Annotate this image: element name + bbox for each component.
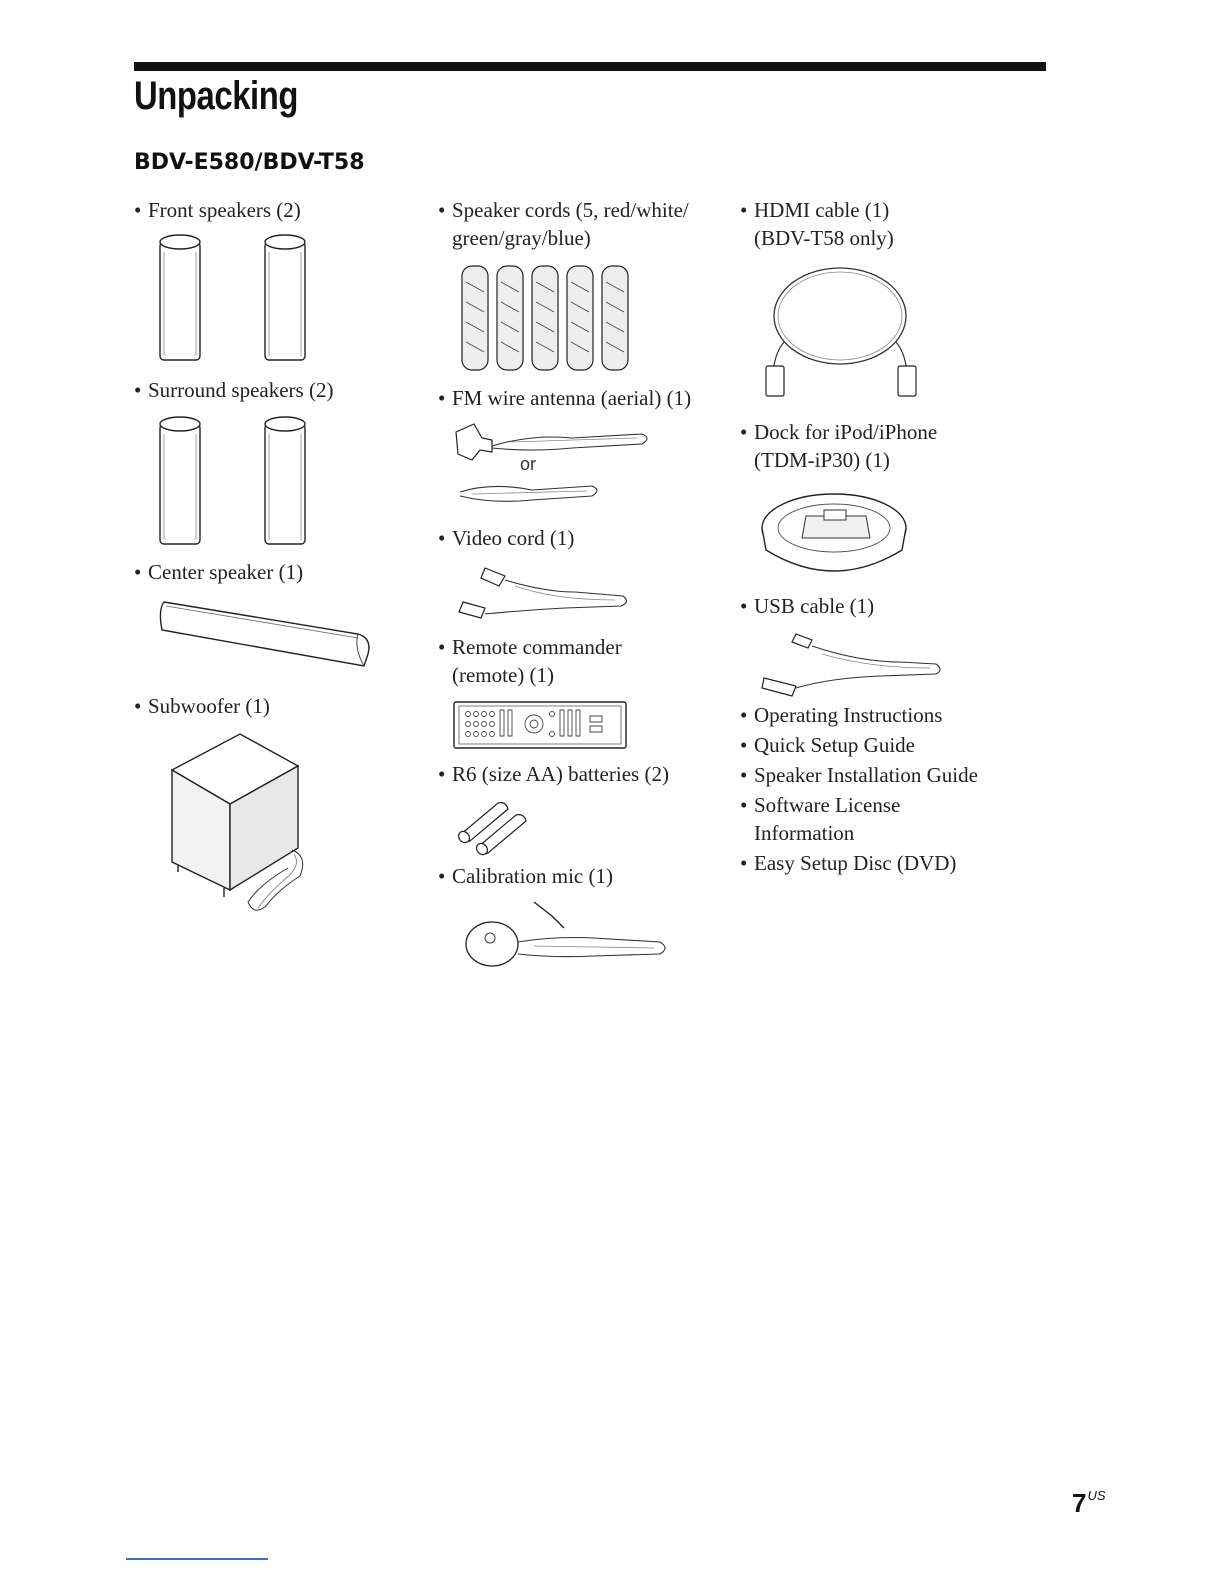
item-batteries: • R6 (size AA) batteries (2) (452, 760, 669, 788)
item-dock-line2: (TDM-iP30) (1) (754, 448, 890, 472)
front-speakers-illustration (155, 232, 315, 367)
item-easy-setup: • Easy Setup Disc (DVD) (754, 849, 956, 877)
usb-cable-illustration (760, 628, 950, 696)
item-speaker-install: • Speaker Installation Guide (754, 761, 978, 789)
item-operating-instructions: • Operating Instructions (754, 701, 942, 729)
item-remote-line1: • Remote commander (452, 633, 622, 661)
page-number: $7^{US}$ (1072, 1488, 1106, 1518)
item-front-speakers: • Front speakers (2) (148, 196, 301, 224)
video-cord-illustration (455, 562, 635, 624)
item-speaker-cords-line1: • Speaker cords (5, red/white/ (452, 196, 689, 224)
item-software-license-line1: • Software License (754, 791, 900, 819)
remote-illustration (452, 700, 630, 752)
page-title: Unpacking (134, 74, 298, 118)
subwoofer-illustration (168, 730, 318, 920)
fm-antenna-illustration (452, 420, 652, 510)
surround-speakers-illustration (155, 414, 315, 549)
item-hdmi-line1: • HDMI cable (1) (754, 196, 889, 224)
page-suffix: US (1087, 1488, 1106, 1503)
header-rule (134, 62, 1046, 71)
item-calibration-mic: • Calibration mic (1) (452, 862, 613, 890)
item-video-cord: • Video cord (1) (452, 524, 574, 552)
batteries-illustration (452, 795, 542, 855)
hdmi-cable-illustration (760, 262, 920, 412)
center-speaker-illustration (158, 596, 373, 676)
calibration-mic-illustration (464, 898, 674, 976)
item-remote-line2: (remote) (1) (452, 663, 555, 687)
speaker-cords-illustration (460, 262, 635, 377)
dock-illustration (760, 488, 910, 588)
item-dock-line1: • Dock for iPod/iPhone (754, 418, 937, 446)
item-center-speaker: • Center speaker (1) (148, 558, 303, 586)
item-speaker-cords-line2: green/gray/blue) (452, 226, 591, 250)
item-quick-setup: • Quick Setup Guide (754, 731, 915, 759)
model-heading: BDV-E580/BDV-T58 (134, 150, 365, 175)
item-fm-antenna: • FM wire antenna (aerial) (1) (452, 384, 691, 412)
or-label: or (520, 454, 537, 474)
item-usb-cable: • USB cable (1) (754, 592, 874, 620)
item-subwoofer: • Subwoofer (1) (148, 692, 270, 720)
footer-line (126, 1558, 268, 1560)
item-hdmi-line2: (BDV-T58 only) (754, 226, 894, 250)
item-software-license-line2: Information (754, 821, 855, 845)
item-surround-speakers: • Surround speakers (2) (148, 376, 333, 404)
